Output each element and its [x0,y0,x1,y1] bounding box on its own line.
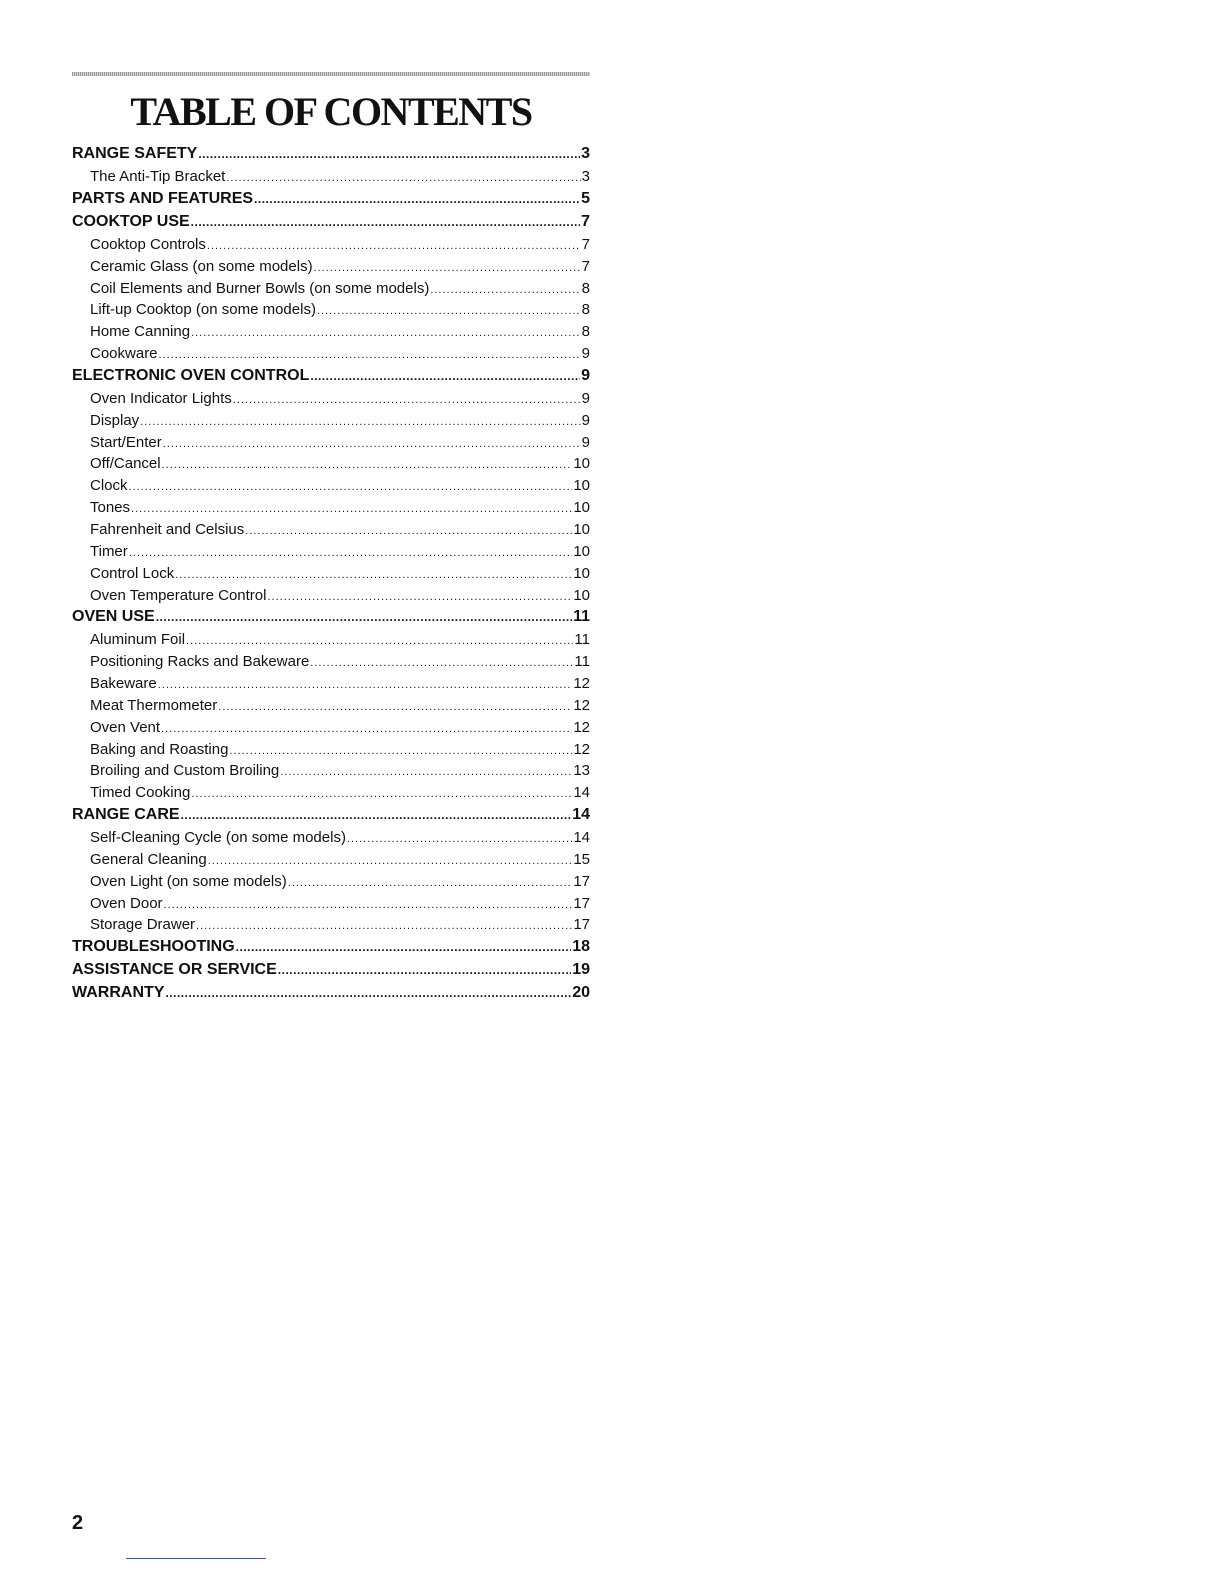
dot-leader [229,745,572,757]
toc-subsection-entry[interactable] [72,631,590,653]
toc-entry-label: OVEN USE [72,608,155,626]
toc-entry-page: 8 [581,323,590,341]
dot-leader [162,459,573,471]
toc-entry-page: 11 [574,653,590,671]
dot-leader [310,657,573,669]
toc-entry-page: 10 [573,477,590,495]
toc-subsection-entry[interactable] [72,587,590,609]
dot-leader [207,240,581,252]
toc-subsection-entry[interactable] [72,851,590,873]
dot-leader [163,438,581,450]
toc-section-entry[interactable] [72,961,590,984]
toc-entry-page: 17 [573,916,590,934]
toc-entry-label: Off/Cancel [90,455,161,473]
toc-entry-page: 12 [573,675,590,693]
toc-subsection-entry[interactable] [72,455,590,477]
toc-entry-page: 14 [573,784,590,802]
toc-entry-page: 10 [573,586,590,604]
toc-subsection-entry[interactable] [72,784,590,806]
dot-leader [181,808,572,822]
toc-entry-label: ASSISTANCE OR SERVICE [72,961,277,979]
toc-subsection-entry[interactable] [72,521,590,543]
toc-entry-page: 9 [581,433,590,451]
toc-subsection-entry[interactable] [72,543,590,565]
toc-subsection-entry[interactable] [72,236,590,258]
toc-subsection-entry[interactable] [72,258,590,280]
toc-subsection-entry[interactable] [72,412,590,434]
toc-entry-label: Start/Enter [90,433,162,451]
toc-entry-label: Oven Vent [90,718,161,736]
toc-entry-page: 7 [581,212,590,230]
toc-entry-page: 7 [581,257,590,275]
toc-entry-page: 9 [581,366,590,384]
toc-entry-page: 17 [573,872,590,890]
toc-section-entry[interactable] [72,984,590,1007]
toc-subsection-entry[interactable] [72,301,590,323]
toc-subsection-entry[interactable] [72,434,590,456]
toc-entry-page: 17 [573,894,590,912]
toc-subsection-entry[interactable] [72,719,590,741]
header-rule [72,72,590,76]
toc-section-entry[interactable] [72,190,590,213]
toc-subsection-entry[interactable] [72,829,590,851]
toc-subsection-entry[interactable] [72,280,590,302]
toc-entry-label: Coil Elements and Burner Bowls (on some models) [90,279,430,297]
toc-entry-page: 19 [572,961,590,979]
toc-entry-label: General Cleaning [90,850,207,868]
toc-section-entry[interactable] [72,806,590,829]
dot-leader [198,147,580,161]
toc-entry-label: Oven Indicator Lights [90,389,232,407]
dot-leader [129,547,573,559]
dot-leader [245,525,572,537]
dot-leader [191,327,581,339]
toc-entry-page: 10 [573,455,590,473]
toc-entry-label: Broiling and Custom Broiling [90,762,280,780]
dot-leader [278,963,571,977]
dot-leader [267,591,572,603]
toc-entry-label: Fahrenheit and Celsius [90,520,245,538]
toc-subsection-entry[interactable] [72,895,590,917]
toc-subsection-entry[interactable] [72,916,590,938]
toc-entry-label: Positioning Racks and Bakeware [90,653,310,671]
toc-subsection-entry[interactable] [72,762,590,784]
toc-section-entry[interactable] [72,145,590,168]
toc-subsection-entry[interactable] [72,168,590,190]
toc-entry-page: 12 [573,696,590,714]
toc-entry-label: Aluminum Foil [90,631,186,649]
toc-entry-page: 9 [581,389,590,407]
toc-entry-page: 11 [573,608,590,626]
dot-leader [161,723,572,735]
toc-subsection-entry[interactable] [72,345,590,367]
toc-entry-label: Self-Cleaning Cycle (on some models) [90,829,346,847]
toc-section-entry[interactable] [72,608,590,631]
toc-entry-label: Lift-up Cooktop (on some models) [90,301,316,319]
toc-entry-page: 3 [581,145,590,162]
toc-entry-page: 9 [581,411,590,429]
toc-entry-label: Bakeware [90,675,157,693]
toc-entry-label: Storage Drawer [90,916,196,934]
dot-leader [156,610,572,624]
toc-entry-page: 12 [573,718,590,736]
dot-leader [159,349,581,361]
dot-leader [131,503,572,515]
toc-entry-page: 11 [574,631,590,649]
toc-entry-label: Oven Door [90,894,163,912]
toc-entry-label: Tones [90,499,131,517]
dot-leader [218,701,572,713]
dot-leader [140,416,580,428]
toc-subsection-entry[interactable] [72,477,590,499]
toc-entry-label: Display [90,411,140,429]
toc-entry-label: Clock [90,477,128,495]
toc-entry-page: 10 [573,520,590,538]
toc-subsection-entry[interactable] [72,675,590,697]
toc-entry-label: The Anti-Tip Bracket [90,168,226,185]
toc-entry-page: 8 [581,279,590,297]
toc-entry-page: 15 [573,850,590,868]
toc-entry-label: COOKTOP USE [72,212,190,230]
dot-leader [280,766,572,778]
toc-entry-page: 14 [572,806,590,824]
toc-entry-label: RANGE CARE [72,806,180,824]
dot-leader [158,679,573,691]
toc-entry-label: Cooktop Controls [90,235,206,253]
toc-entry-page: 14 [573,829,590,847]
toc-entry-page: 10 [573,542,590,560]
dot-leader [165,986,571,1000]
dot-leader [288,877,573,889]
dot-leader [233,394,581,406]
toc-entry-label: ELECTRONIC OVEN CONTROL [72,366,310,384]
toc-subsection-entry[interactable] [72,697,590,719]
toc-subsection-entry[interactable] [72,565,590,587]
toc-entry-page: 9 [581,345,590,363]
toc-entry-page: 10 [573,499,590,517]
footer-rule [126,1558,266,1559]
dot-leader [430,284,580,296]
dot-leader [186,635,573,647]
toc-entry-label: Ceramic Glass (on some models) [90,257,313,275]
toc-entry-label: WARRANTY [72,984,165,1002]
dot-leader [191,215,580,229]
table-of-contents [72,145,590,1007]
toc-entry-page: 18 [572,938,590,956]
toc-entry-page: 8 [581,301,590,319]
toc-entry-label: PARTS AND FEATURES [72,189,254,207]
toc-entry-label: Oven Light (on some models) [90,872,287,890]
dot-leader [175,569,572,581]
page-title: TABLE OF CONTENTS [130,89,532,134]
dot-leader [310,369,580,383]
toc-entry-label: Home Canning [90,323,191,341]
dot-leader [347,833,572,845]
toc-entry-label: Meat Thermometer [90,696,218,714]
toc-subsection-entry[interactable] [72,390,590,412]
toc-entry-label: RANGE SAFETY [72,145,198,162]
dot-leader [226,172,580,184]
toc-subsection-entry[interactable] [72,741,590,763]
toc-entry-label: Baking and Roasting [90,740,229,758]
dot-leader [314,262,581,274]
toc-entry-label: Timer [90,542,128,560]
dot-leader [236,940,572,954]
dot-leader [164,899,573,911]
toc-section-entry[interactable] [72,938,590,961]
toc-section-entry[interactable] [72,213,590,236]
toc-entry-page: 5 [581,189,590,207]
toc-entry-label: Timed Cooking [90,784,191,802]
toc-entry-label: Control Lock [90,564,175,582]
dot-leader [191,788,572,800]
toc-entry-page: 7 [581,235,590,253]
toc-entry-label: TROUBLESHOOTING [72,938,235,956]
toc-entry-page: 20 [572,984,590,1002]
toc-entry-page: 13 [573,762,590,780]
toc-subsection-entry[interactable] [72,653,590,675]
toc-entry-label: Oven Temperature Control [90,586,267,604]
toc-entry-page: 12 [573,740,590,758]
dot-leader [208,855,573,867]
toc-subsection-entry[interactable] [72,873,590,895]
toc-subsection-entry[interactable] [72,323,590,345]
page-number: 2 [72,1512,84,1534]
toc-entry-page: 10 [573,564,590,582]
dot-leader [196,920,572,932]
dot-leader [317,305,581,317]
dot-leader [129,481,573,493]
toc-entry-page: 3 [581,168,590,185]
toc-subsection-entry[interactable] [72,499,590,521]
dot-leader [254,192,580,206]
toc-entry-label: Cookware [90,345,158,363]
toc-section-entry[interactable] [72,367,590,390]
